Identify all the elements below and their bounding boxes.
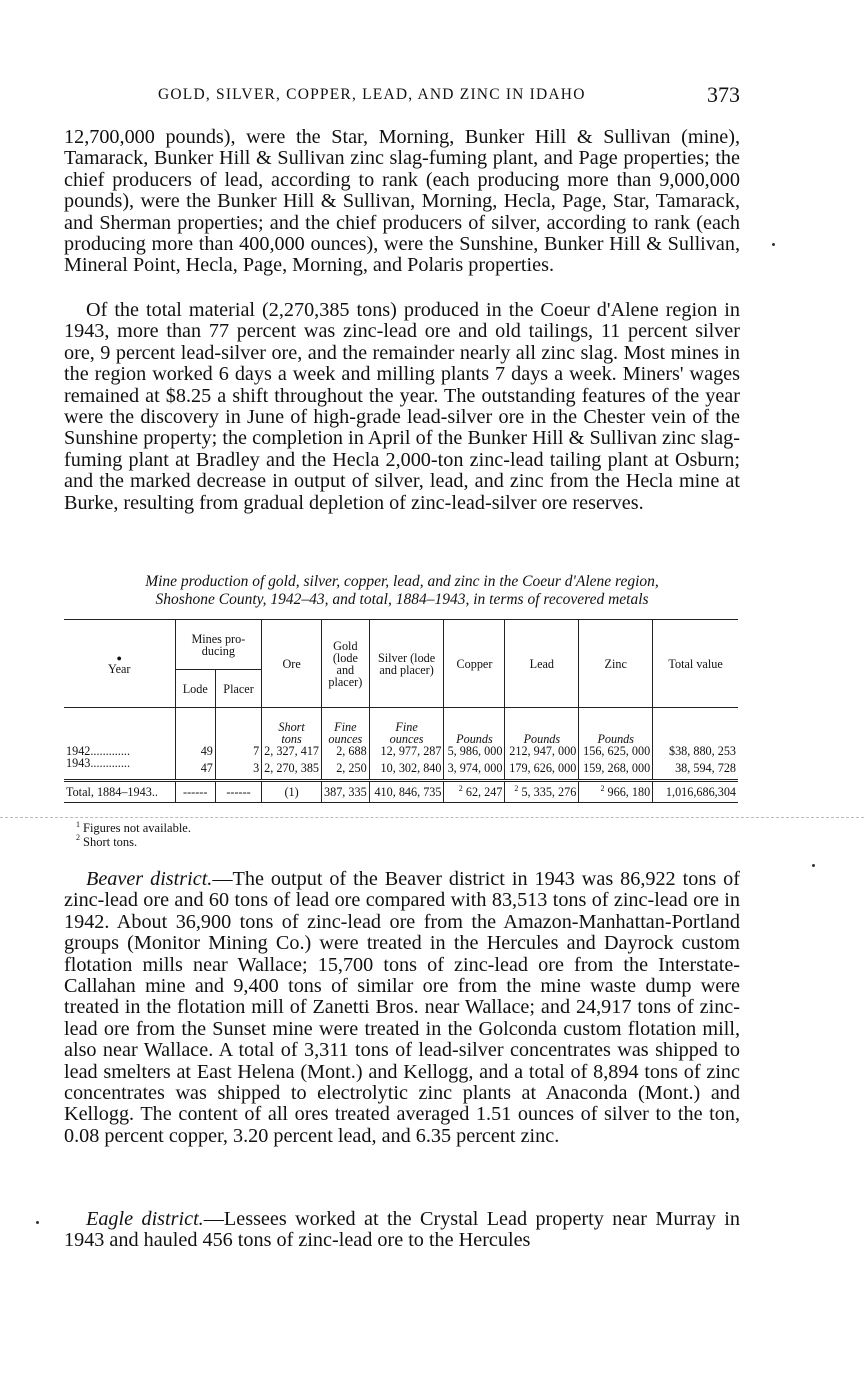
unit-ore: Short tons: [262, 708, 322, 746]
cell-lead: 179, 626, 000: [505, 757, 579, 781]
caption-line-2: Shoshone County, 1942–43, and total, 1884–1943, in terms of recovered metals: [155, 590, 649, 608]
paragraph-continued: [64, 127, 740, 277]
beaver-district-heading: Beaver district.: [86, 868, 213, 890]
table-row-1943: [64, 757, 738, 781]
cell-copper: 3, 974, 000: [444, 757, 505, 781]
production-table: [64, 619, 738, 803]
cell-lode: 49: [175, 745, 215, 757]
cell-value: 1,016,686,304: [653, 781, 738, 803]
footnote-1: $^1$ Figures not available.: [76, 819, 191, 835]
header-ore: Ore: [262, 620, 322, 708]
table-row-total: [64, 781, 738, 803]
cell-ore: 2, 270, 385: [262, 757, 322, 781]
header-lead: Lead: [505, 620, 579, 708]
paragraph-total-material: [64, 300, 740, 514]
cell-silver: 10, 302, 840: [369, 757, 444, 781]
cell-zinc: 156, 625, 000: [579, 745, 653, 757]
header-zinc: Zinc: [579, 620, 653, 708]
cell-lead: $^2$ 5, 335, 276: [505, 781, 579, 803]
paragraph-4-text: —Lessees worked at the Crystal Lead property near Murray in 1943 and hauled 456 tons of zinc-lead ore to the Hercules: [64, 1208, 740, 1252]
cell-year: 1942.............: [66, 744, 130, 758]
cell-gold: 387, 335: [322, 781, 370, 803]
scan-speck: [772, 243, 775, 246]
cell-silver: 410, 846, 735: [369, 781, 444, 803]
caption-line-1: Mine production of gold, silver, copper, lead, and zinc in the Coeur d'Alene region,: [145, 573, 659, 590]
cell-silver: 12, 977, 287: [369, 745, 444, 757]
cell-value: 38, 594, 728: [653, 757, 738, 781]
cell-placer: 7: [215, 745, 261, 757]
header-copper: Copper: [444, 620, 505, 708]
header-year: ● Year: [64, 620, 175, 708]
header-placer: Placer: [215, 670, 261, 708]
cell-zinc: 159, 268, 000: [579, 757, 653, 781]
scan-speck: [812, 864, 815, 867]
table-caption: [64, 573, 740, 608]
cell-year: 1943.............: [66, 756, 130, 770]
cell-ore: 2, 327, 417: [262, 745, 322, 757]
unit-lead: Pounds: [505, 708, 579, 746]
unit-silver: Fine ounces: [369, 708, 444, 746]
table-bottom-rule: [0, 817, 864, 818]
paragraph-1-text: 12,700,000 pounds), were the Star, Morning, Bunker Hill & Sullivan (mine), Tamarack, Bunker Hill & Sullivan zinc slag-fuming plant, and Page properties; the chief producers of lead, according to rank (each producing more than 9,000,000 pounds), were the Bunker Hill & Sullivan, Morning, Hecla, Page, Star, Tamarack, and Sherman properties; and the chief producers of silver, according to rank (each producing more than 400,000 ounces), were the Sunshine, Bunker Hill & Sullivan, Mineral Point, Hecla, Page, Morning, and Polaris properties.: [64, 126, 740, 277]
header-gold: Gold (lode and placer): [322, 620, 370, 708]
cell-value: $38, 880, 253: [653, 745, 738, 757]
units-row: [64, 708, 738, 746]
cell-placer: ------: [215, 781, 261, 803]
running-title: GOLD, SILVER, COPPER, LEAD, AND ZINC IN IDAHO: [158, 86, 586, 103]
cell-gold: 2, 688: [322, 745, 370, 757]
table-row-1942: [64, 745, 738, 757]
scan-speck: [36, 1221, 39, 1224]
page-number: 373: [707, 82, 740, 107]
paragraph-3-text: —The output of the Beaver district in 1943 was 86,922 tons of zinc-lead ore and 60 tons of lead ore compared with 83,513 tons of zinc-lead ore in 1942. About 36,900 tons of zinc-lead ore from the Amazon-Manhattan-Portland groups (Monitor Mining Co.) were treated in the Hercules and Dayrock custom flotation mills near Wallace; 15,700 tons of zinc-lead ore from the Interstate-Callahan mine and 9,400 tons of similar ore from the mine waste dump were treated in the flotation mill of Zanetti Bros. near Wallace; and 24,917 tons of zinc-lead ore from the Sunset mine were treated in the Golconda custom flotation mill, also near Wallace. A total of 3,311 tons of lead-silver concentrates was shipped to lead smelters at East Helena (Mont.) and Kellogg, and a total of 8,894 tons of zinc concentrates was shipped to electrolytic zinc plants at Anaconda (Mont.) and Kellogg. The content of all ores treated averaged 1.51 ounces of silver to the ton, 0.08 percent copper, 3.20 percent lead, and 6.35 percent zinc.: [64, 868, 740, 1147]
cell-placer: 3: [215, 757, 261, 781]
paragraph-eagle-district: [64, 1209, 740, 1252]
header-total-value: Total value: [653, 620, 738, 708]
cell-lode: 47: [175, 757, 215, 781]
footnote-2: $^2$ Short tons.: [76, 833, 138, 849]
running-head: [64, 84, 740, 108]
paragraph-2-text: Of the total material (2,270,385 tons) produced in the Coeur d'Alene region in 1943, more than 77 percent was zinc-lead ore and old tailings, 11 percent silver ore, 9 percent lead-silver ore, and the remainder nearly all zinc slag. Most mines in the region worked 6 days a week and milling plants 7 days a week. Miners' wages remained at $8.25 a shift throughout the year. The outstanding features of the year were the discovery in June of high-grade lead-silver ore in the Chester vein of the Sunshine property; the completion in April of the Bunker Hill & Sullivan zinc slag-fuming plant at Bradley and the Hecla 2,000-ton zinc-lead tailing plant at Osburn; and the marked decrease in output of silver, lead, and zinc from the Hecla mine at Burke, resulting from gradual depletion of zinc-lead-silver ore reserves.: [64, 299, 740, 514]
cell-copper: 5, 986, 000: [444, 745, 505, 757]
unit-zinc: Pounds: [579, 708, 653, 746]
cell-zinc: $^2$ 966, 180: [579, 781, 653, 803]
cell-gold: 2, 250: [322, 757, 370, 781]
cell-year: Total, 1884–1943..: [64, 781, 175, 803]
cell-copper: $^2$ 62, 247: [444, 781, 505, 803]
unit-copper: Pounds: [444, 708, 505, 746]
cell-lead: 212, 947, 000: [505, 745, 579, 757]
header-lode: Lode: [175, 670, 215, 708]
header-mines-producing: Mines pro- ducing: [175, 620, 262, 670]
header-silver: Silver (lode and placer): [369, 620, 444, 708]
cell-lode: ------: [175, 781, 215, 803]
eagle-district-heading: Eagle district.: [86, 1208, 204, 1230]
footnotes: [76, 819, 191, 849]
unit-gold: Fine ounces: [322, 708, 370, 746]
paragraph-beaver-district: [64, 869, 740, 1147]
cell-ore: (1): [262, 781, 322, 803]
